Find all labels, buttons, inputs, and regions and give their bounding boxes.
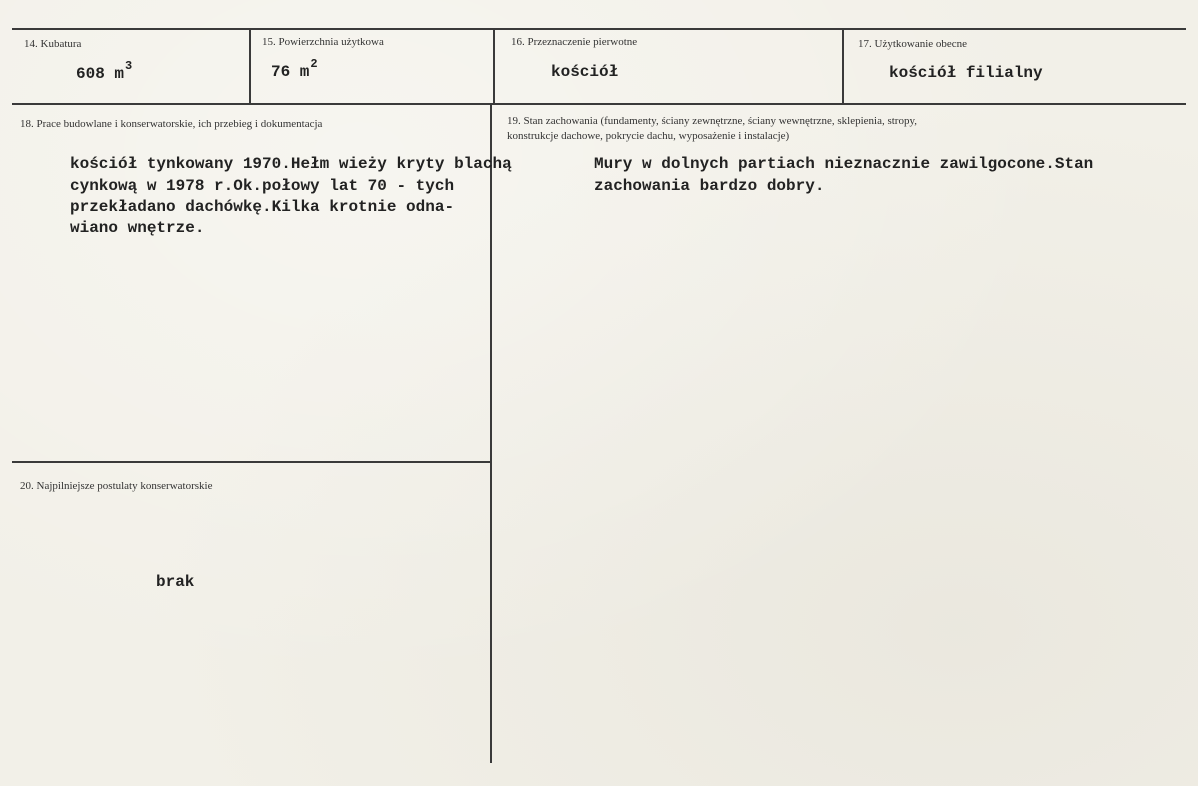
field-17-value: kościół filialny: [889, 64, 1043, 82]
column-divider-3: [842, 28, 844, 104]
field-15-number: 76 m: [271, 63, 310, 81]
column-divider-1: [249, 28, 251, 104]
field-14-exponent: 3: [125, 59, 133, 73]
column-divider-2: [493, 28, 495, 104]
field-15-value: [271, 57, 318, 83]
section-divider-line: [12, 461, 490, 463]
field-18-line-2: cynkową w 1978 r.Ok.połowy lat 70 - tych: [70, 177, 455, 195]
field-18-line-3: przekładano dachówkę.Kilka krotnie odna-: [70, 198, 455, 216]
field-16-value: kościół: [551, 63, 619, 81]
field-19-line-1: Mury w dolnych partiach nieznacznie zawilgocone.Stan: [594, 155, 1094, 173]
field-14-number: 608 m: [76, 65, 125, 83]
field-19-label-line-1: 19. Stan zachowania (fundamenty, ściany zewnętrzne, ściany wewnętrzne, sklepienia, stropy,: [507, 115, 918, 127]
field-20-value: brak: [156, 573, 195, 591]
field-17-label: 17. Użytkowanie obecne: [858, 38, 968, 50]
field-19-label-line-2: konstrukcje dachowe, pokrycie dachu, wyposażenie i instalacje): [507, 130, 790, 142]
top-border-line: [12, 28, 1186, 30]
row-divider-line: [12, 103, 1186, 105]
field-16-label: 16. Przeznaczenie pierwotne: [511, 36, 638, 48]
field-18-line-4: wiano wnętrze.: [70, 219, 205, 237]
field-19-line-2: zachowania bardzo dobry.: [594, 177, 825, 195]
field-15-exponent: 2: [310, 57, 318, 71]
column-divider-main: [490, 103, 492, 763]
field-18-label: 18. Prace budowlane i konserwatorskie, ich przebieg i dokumentacja: [20, 118, 323, 130]
field-14-label: 14. Kubatura: [24, 38, 82, 50]
field-20-label: 20. Najpilniejsze postulaty konserwatorskie: [20, 480, 213, 492]
field-18-line-1: kościół tynkowany 1970.Hełm wieży kryty blachą: [70, 155, 512, 173]
field-14-value: [76, 59, 133, 85]
field-15-label: 15. Powierzchnia użytkowa: [262, 36, 384, 48]
